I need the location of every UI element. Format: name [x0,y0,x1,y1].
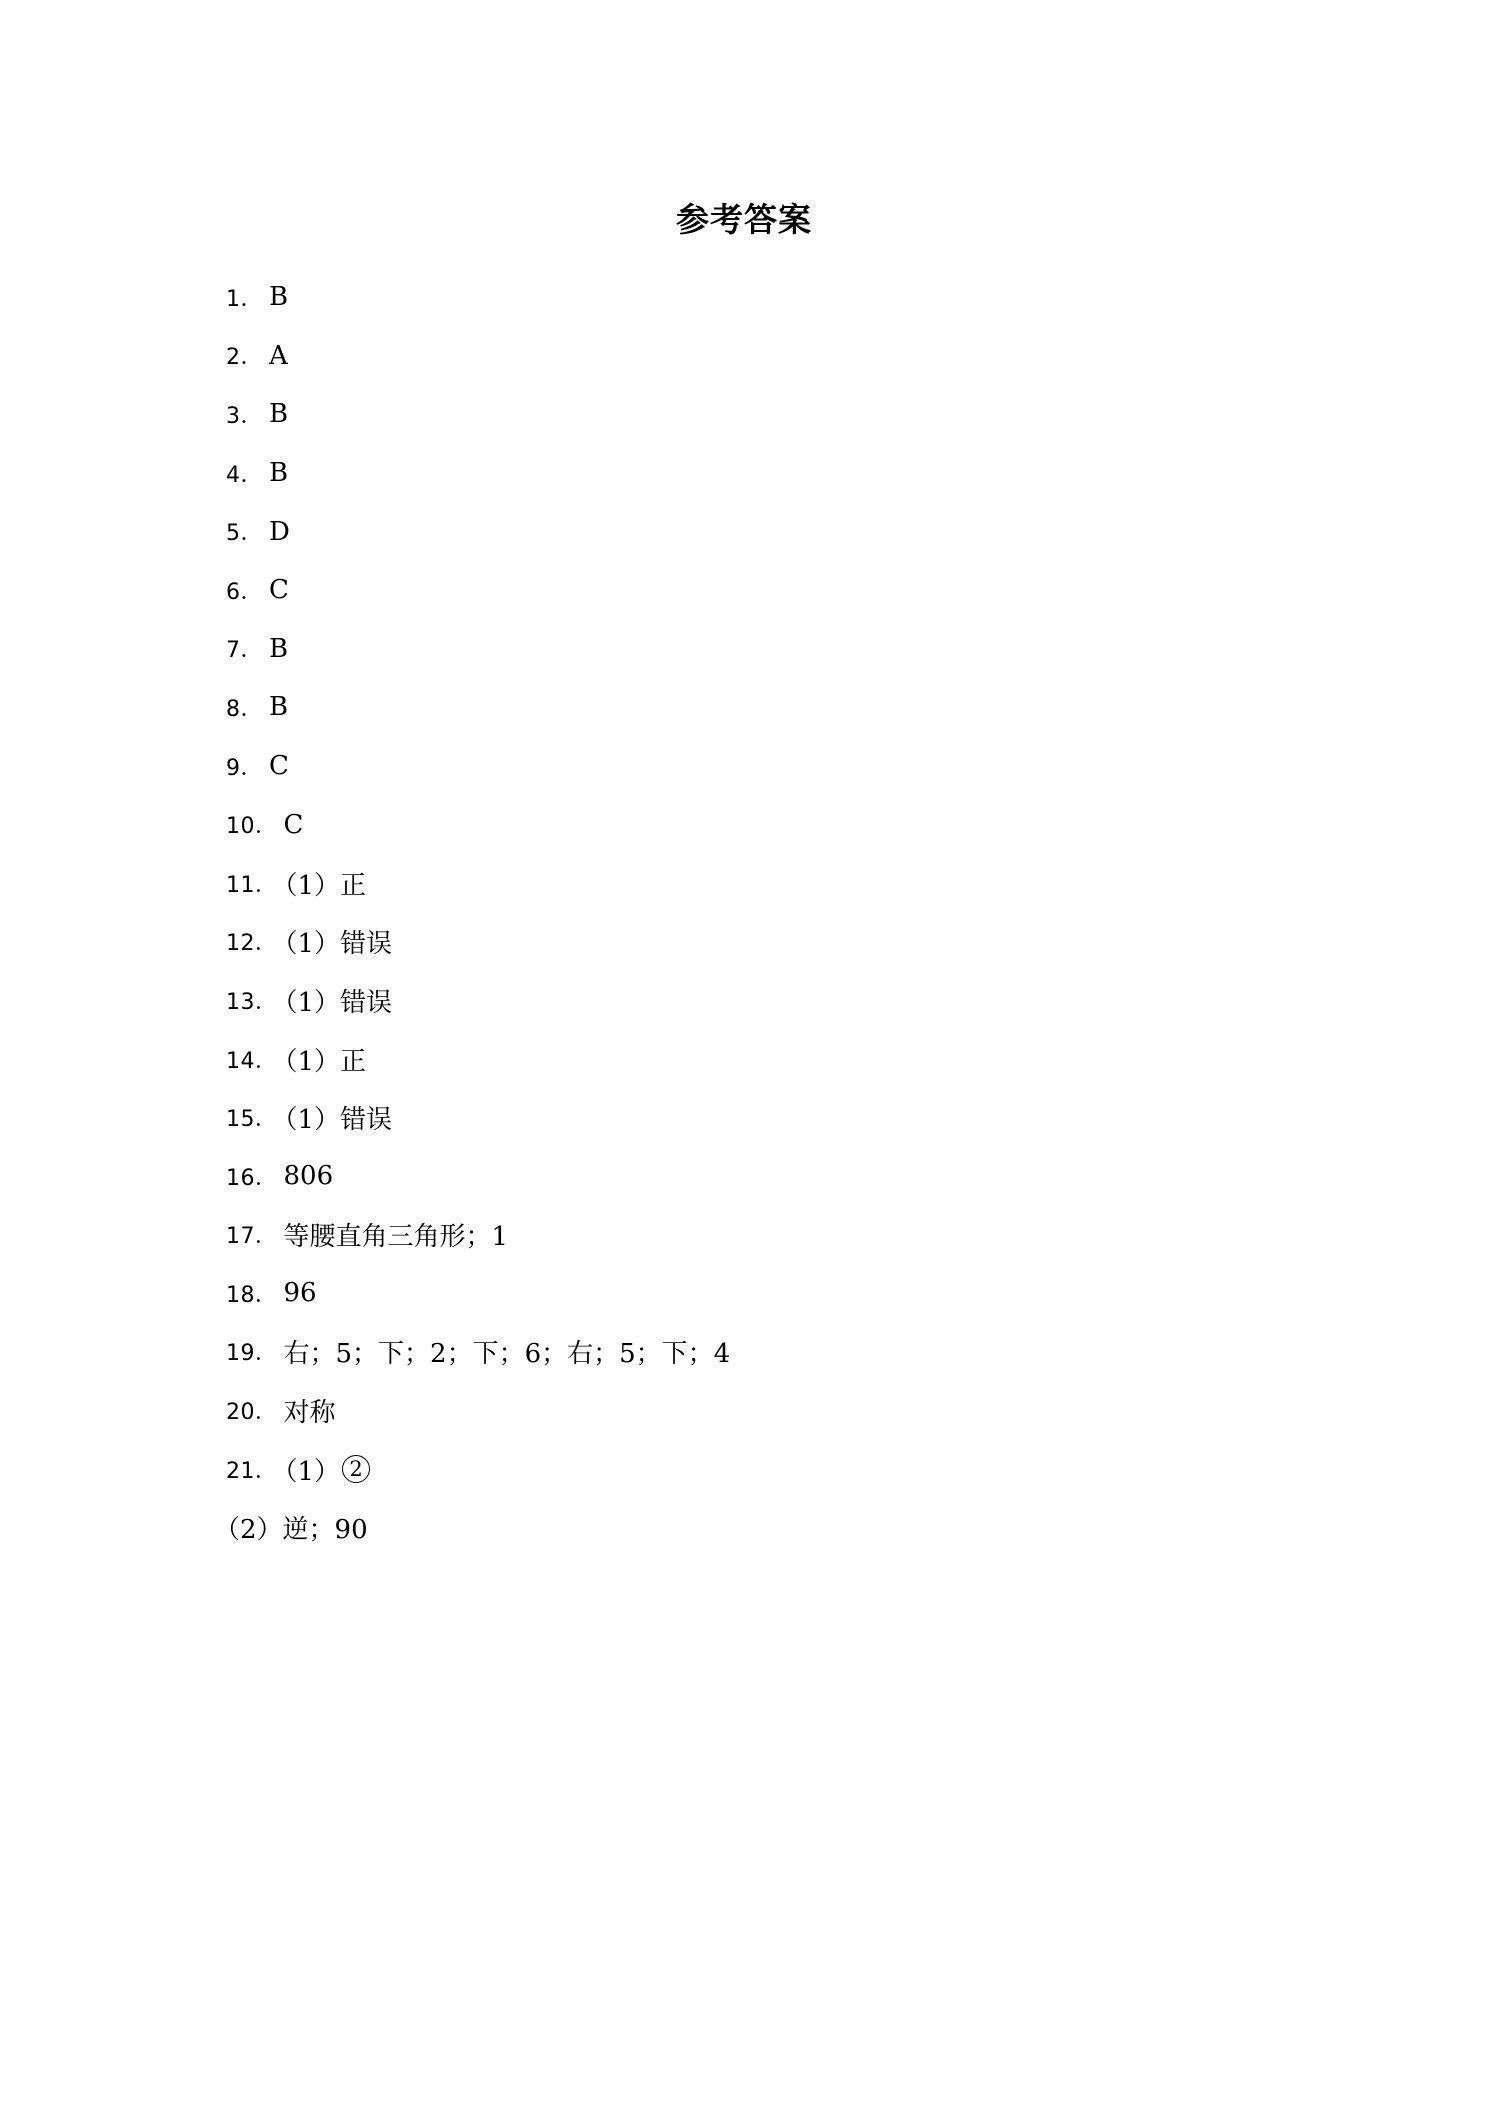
answer-part-1-label: （1） [271,1456,341,1487]
answer-text: B [269,399,289,430]
answer-item-13 [226,971,1326,1030]
answer-item-16 [226,1147,1326,1206]
answer-text: B [269,458,289,489]
answer-number: 2． [226,345,263,371]
answer-item-18 [226,1264,1326,1323]
answer-number: 13． [226,989,278,1015]
answer-text: 806 [283,1161,334,1192]
answer-number: 15． [226,1107,278,1133]
answer-item-12 [226,913,1326,972]
answer-number: 3． [226,403,263,429]
answer-number: 4． [226,462,263,488]
answer-number: 10． [226,814,278,840]
answer-item-1 [226,268,1326,327]
answer-item-3 [226,385,1326,444]
answer-number: 1． [226,286,263,312]
answer-text: （1）错误 [271,1105,393,1136]
answer-text: （1）正 [271,870,367,901]
answer-item-17 [226,1206,1326,1265]
answer-number: 7． [226,638,263,664]
answer-item-21 [226,1440,1326,1499]
answer-number: 20． [226,1400,278,1426]
answer-text: （1）错误 [271,929,393,960]
answer-number: 8． [226,696,263,722]
answer-number: 6． [226,579,263,605]
answer-item-4 [226,444,1326,503]
answer-text: B [269,282,289,313]
answer-item-14 [226,1030,1326,1089]
answer-text: 96 [283,1278,317,1309]
answer-text: D [269,516,290,547]
answer-number: 17． [226,1224,278,1250]
answer-item-19 [226,1323,1326,1382]
answer-item-9 [226,737,1326,796]
answer-text: （1）错误 [271,987,393,1018]
answer-list [214,268,1326,1557]
answer-item-5 [226,502,1326,561]
answer-text: C [269,751,289,782]
answer-item-7 [226,620,1326,679]
answer-text: 对称 [283,1398,336,1429]
answer-item-8 [226,678,1326,737]
answer-number: 16． [226,1165,278,1191]
answer-item-2 [226,327,1326,386]
answer-text: 等腰直角三角形；1 [283,1222,509,1253]
answer-text: A [269,340,288,371]
answer-number: 5． [226,521,263,547]
answer-number: 21． [226,1458,278,1484]
answer-number: 19． [226,1341,278,1367]
answer-text: C [269,575,289,606]
answer-number: 9． [226,755,263,781]
answer-text: B [269,692,289,723]
answer-number: 18． [226,1282,278,1308]
answer-item-10 [226,795,1326,854]
answer-item-20 [226,1381,1326,1440]
answer-text: B [269,633,289,664]
answer-text: C [283,809,304,840]
circled-number: 2 [342,1455,370,1483]
answer-text: 右；5；下；2；下；6；右；5；下；4 [283,1339,731,1370]
answer-number: 12． [226,931,278,957]
answer-number: 11． [226,872,278,898]
answer-item-21-part-2 [214,1498,1326,1557]
page-title: 参考答案 [676,200,812,239]
answer-number: 14． [226,1048,278,1074]
answer-text: （1）正 [271,1046,367,1077]
answer-part-2-text: （2）逆；90 [214,1515,368,1546]
answer-item-6 [226,561,1326,620]
answer-item-11 [226,854,1326,913]
answer-item-15 [226,1088,1326,1147]
